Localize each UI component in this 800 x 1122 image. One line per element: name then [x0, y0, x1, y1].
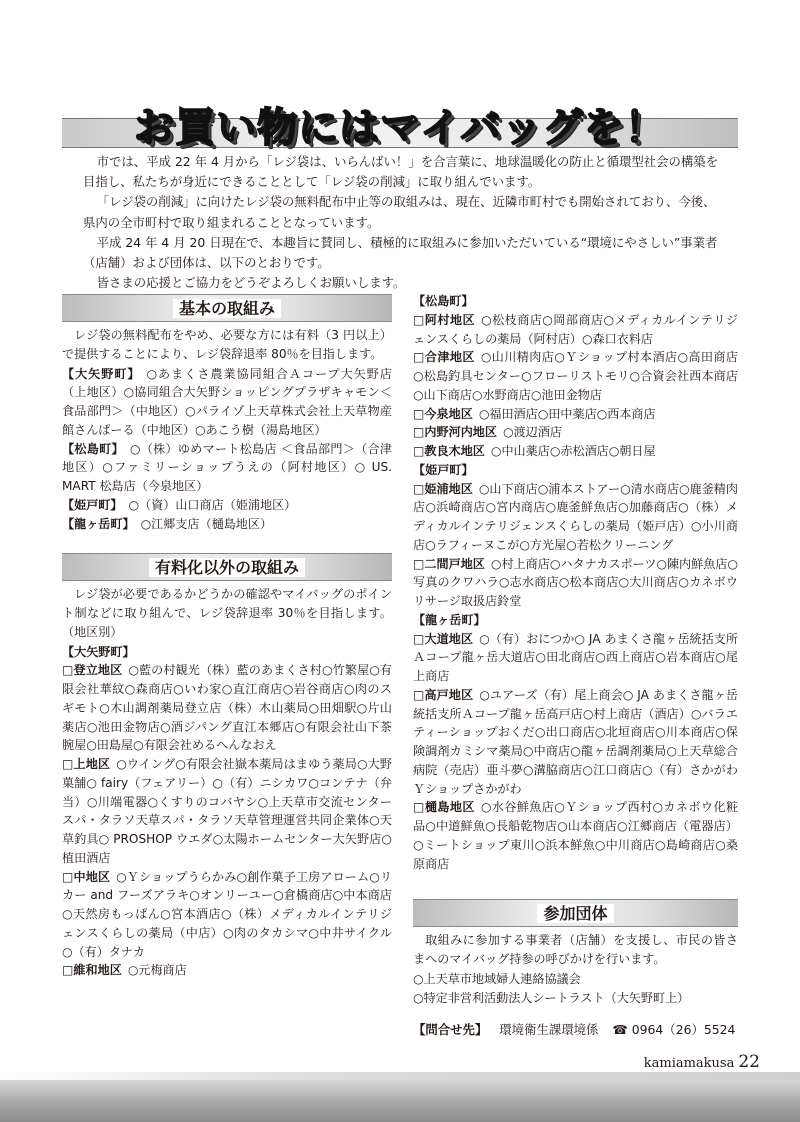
list-item: □維和地区 ○元梅商店 [62, 963, 187, 978]
list-item: 【大矢野町】 ○あまくさ農業協同組合Ａコープ大矢野店（上地区）○協同組合大矢野ショッピングプラザキャモン＜食品部門＞（中地区）○パライゾ上天草株式会社上天草物産館さんぱーる（中地区）○あこう樹（湯島地区） [62, 366, 392, 437]
section-heading-groups: 参加団体 [413, 899, 738, 927]
list-item: □二間戸地区 ○村上商店○ハタナカスポーツ○陳内鮮魚店○写真のクワハラ○志水商店○松本商店○大川商店○カネボウリサージ取扱店鈴堂 [413, 556, 738, 608]
town-label: 【龍ヶ岳町】 [413, 612, 486, 627]
basic-description: レジ袋の無料配布をやめ、必要な方には有料（3 円以上）で提供することにより、レジ袋辞退率 80％を目指します。 [62, 328, 392, 361]
left-column [62, 292, 392, 980]
contact-phone: 0964（26）5524 [631, 1022, 736, 1037]
section-heading-basic: 基本の取組み [62, 294, 392, 322]
list-item: □今泉地区 ○福田酒店○田中薬店○西本商店 [413, 406, 656, 421]
list-item: □高戸地区 ○ユアーズ（有）尾上商会○ JA あまくさ龍ヶ岳統括支所Ａコープ龍ヶ岳高戸店○村上商店（酒店）○バラエティーショップおくだ○出口商店○北垣商店○川本商店○保険調剤カミシマ薬局○中商店○龍ヶ岳調剤薬局○上天草総合病院（売店）亜斗夢○溝脇商店○江口商店○（有）さかがわＹショップさかがわ [413, 687, 738, 796]
list-item: □大道地区 ○（有）おにつか○ JA あまくさ龍ヶ岳統括支所Ａコープ龍ヶ岳大道店○田北商店○西上商店○岩本商店○尾上商店 [413, 631, 738, 683]
page-number: 22 [738, 1052, 760, 1072]
page-title: お買い物にはマイバッグを！ [134, 105, 666, 151]
contact-info [413, 1020, 743, 1038]
footer-band [0, 1072, 800, 1122]
footer-site: kamiamakusa [643, 1056, 735, 1071]
list-item: 【姫戸町】 ○（資）山口商店（姫浦地区） [62, 497, 297, 512]
list-item: □姫浦地区 ○山下商店○浦本ストアー○清水商店○鹿釜精肉店○浜崎商店○宮内商店○鹿釜鮮魚店○加藤商店○（株）メディカルインテリジェンスくらしの薬局（姫戸店）○小川商店○ラフィーヌこが○方光屋○若松クリーニング [413, 481, 738, 552]
intro-paragraph: 皆さまの応援とご協力をどうぞよろしくお願いします。 [96, 275, 406, 291]
intro-paragraph: 市では、平成 22 年 4 月から「レジ袋は、いらんばい！」を合言葉に、地球温暖化の防止と循環型社会の構築を目指し、私たちが身近にできることとして「レジ袋の削減」に取り組んでいます。 [83, 154, 719, 190]
list-item: 【松島町】 ○（株）ゆめマート松島店 ＜食品部門＞（合津地区）○ファミリーショップうえの（阿村地区）○ US. MART 松島店（今泉地区） [62, 441, 392, 493]
list-item: □上地区 ○ウイング○有限会社嶽本薬局はまゆう薬局○大野菓舗○ fairy（フェアリー）○（有）ニシカワ○コンテナ（弁当）○川端電器○くすりのコバヤシ○上天草市交流センター スパ・タラソ天草スパ・タラソ天草管理運営共同企業体○天草釣具○ PROSHOP ウエダ○太陽ホームセンター大矢野店○植田酒店 [62, 757, 392, 865]
section-heading-nonfee: 有料化以外の取組み [62, 553, 392, 581]
page-footer [644, 1052, 760, 1072]
list-item: ○特定非営利活動法人シートラスト（大矢野町上） [413, 990, 690, 1005]
phone-icon: ☎ [612, 1022, 628, 1037]
contact-dept: 環境衛生課環境係 [499, 1022, 599, 1037]
list-item: □阿村地区 ○松枝商店○岡部商店○メディカルインテリジェンスくらしの薬局（阿村店）○森口衣料店 [413, 312, 738, 346]
groups-description: 取組みに参加する事業者（店舗）を支援し、市民の皆さまへのマイバッグ持参の呼びかけを行います。 [413, 933, 738, 966]
nonfee-description: レジ袋が必要であるかどうかの確認やマイバッグのポイント制などに取り組んで、レジ袋辞退率 30％を目指します。（地区別） [62, 587, 392, 639]
list-item: □教良木地区 ○中山薬店○赤松酒店○朝日屋 [413, 444, 656, 458]
list-item: □樋島地区 ○水谷鮮魚店○Ｙショップ西村○カネボウ化粧品○中道鮮魚○長船乾物店○山本商店○江郷商店（電器店）○ミートショップ東川○浜本鮮魚○中川商店○島崎商店○桑原商店 [413, 800, 738, 871]
list-item: □中地区 ○Ｙショップうらかみ○創作菓子工房アローム○リカー and フーズアラキ○オンリーユー○倉橋商店○中本商店○天然房もっぱん○宮本酒店○（株）メディカルインテリジェンスくらしの薬局（中店）○肉のタカシマ○中井サイクル○（有）タナカ [62, 869, 392, 959]
contact-label: 【問合せ先】 [413, 1022, 488, 1037]
list-item: □合津地区 ○山川精肉店○Ｙショップ村本酒店○高田商店○松島釣具センター○フローリストモリ○合資会社西本商店○山下商店○水野商店○池田金物店 [413, 350, 738, 402]
intro-paragraph: 「レジ袋の削減」に向けたレジ袋の無料配布中止等の取組みは、現在、近隣市町村でも開始されており、今後、県内の全市町村で取り組まれることとなっています。 [83, 194, 716, 230]
intro-paragraph: 平成 24 年 4 月 20 日現在で、本趣旨に賛同し、積極的に取組みに参加いただいている“環境にやさしい”事業者（店舗）および団体は、以下のとおりです。 [83, 234, 718, 271]
intro-text [83, 152, 723, 293]
list-item: □内野河内地区 ○渡辺酒店 [413, 425, 562, 440]
town-label: 【大矢野町】 [62, 644, 135, 659]
list-item: 【龍ヶ岳町】 ○江郷支店（樋島地区） [62, 516, 273, 531]
town-label: 【姫戸町】 [413, 462, 474, 477]
list-item: ○上天草市地域婦人連絡協議会 [413, 971, 581, 986]
list-item: □登立地区 ○藍の村観光（株）藍のあまくさ村○竹繁屋○有限会社華紋○森商店○いわ家○直江商店○岩谷商店○肉のスギモト○木山調剤薬局登立店（株）木山薬局○田畑駅○片山薬店○池田金物店○酒ジパング直江本郷店○有限会社山下茶腕屋○田島屋○有限会社めるへんなおえ [62, 663, 392, 753]
town-label: 【松島町】 [413, 294, 474, 308]
right-column [413, 292, 738, 1007]
